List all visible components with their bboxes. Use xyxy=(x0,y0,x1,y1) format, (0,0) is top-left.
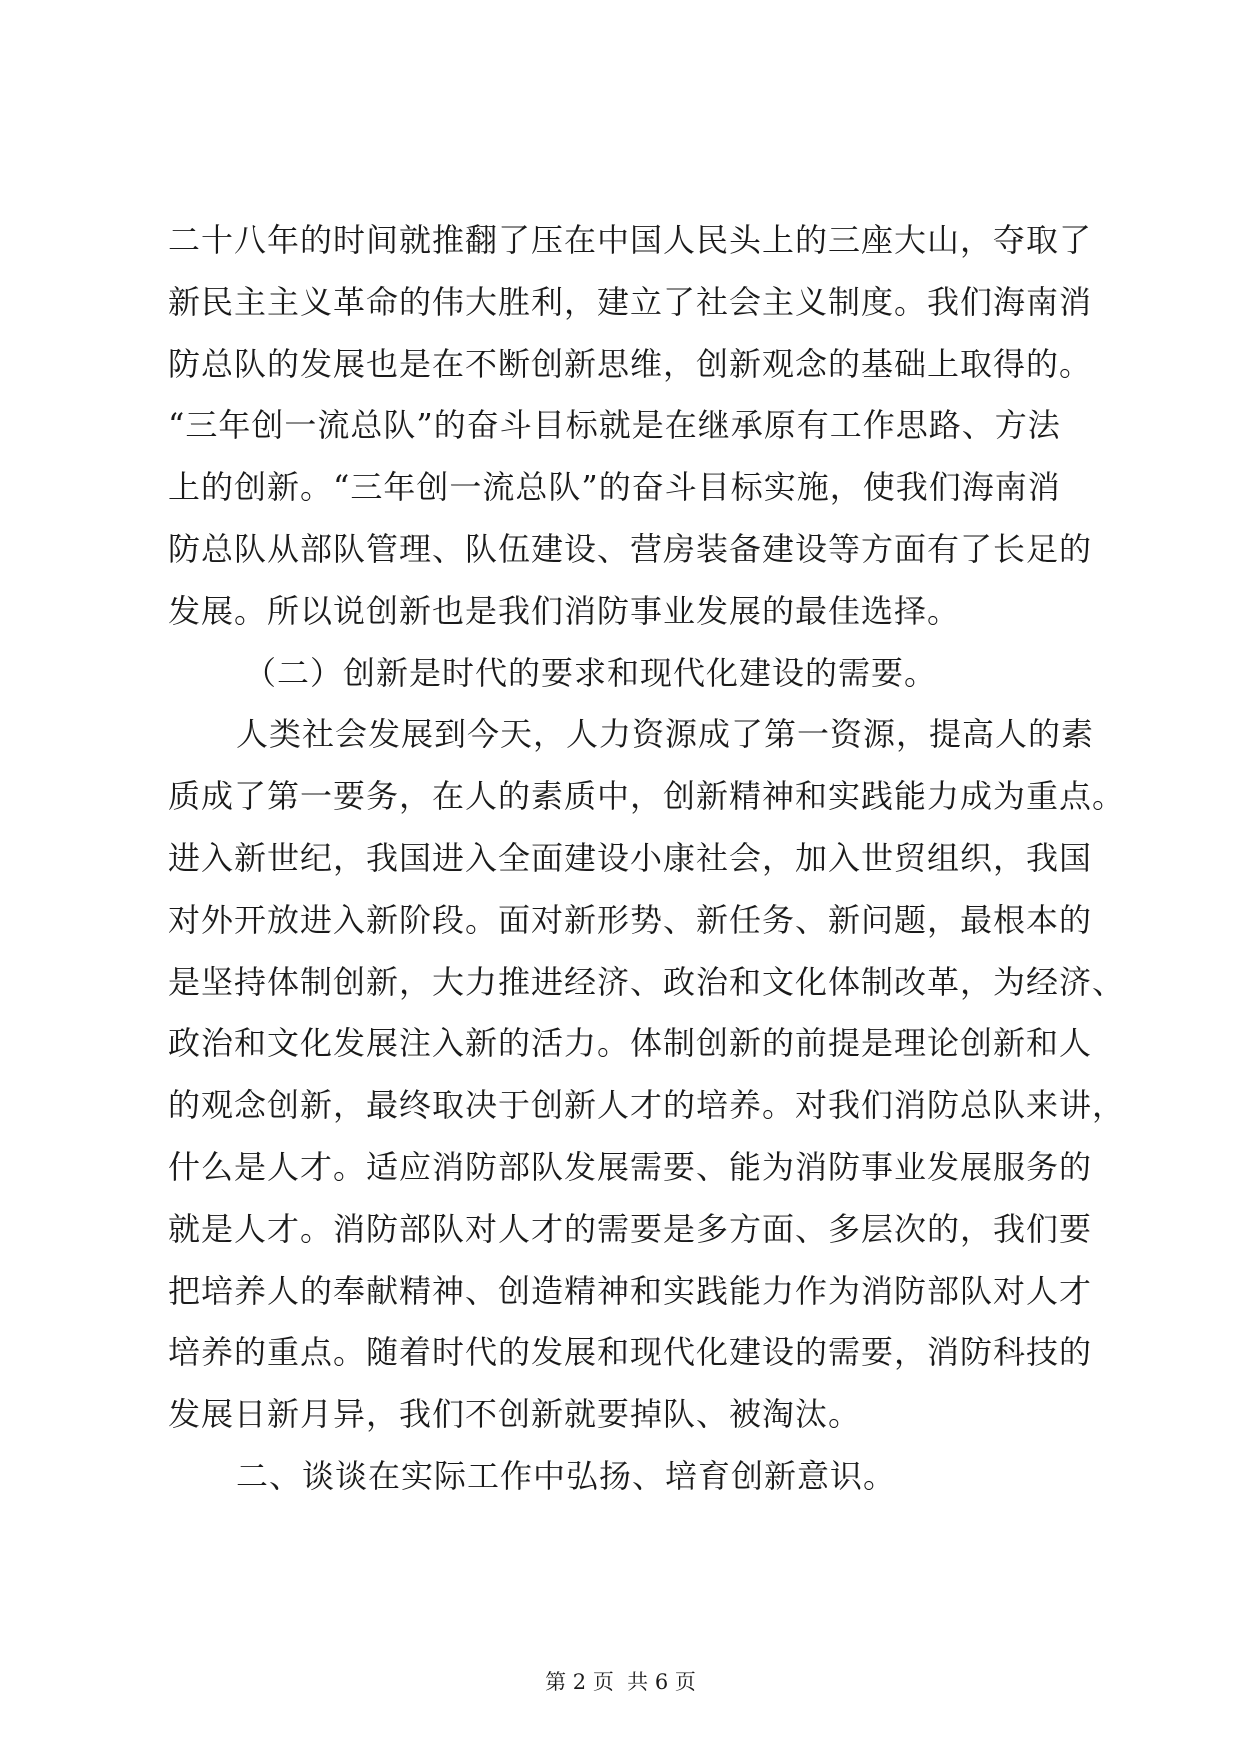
text-line-11: 进入新世纪，我国进入全面建设小康社会，加入世贸组织，我国 xyxy=(168,838,1093,877)
text-line-19: 培养的重点。随着时代的发展和现代化建设的需要，消防科技的 xyxy=(168,1333,1093,1372)
text-line-6: 防总队从部队管理、队伍建设、营房装备建设等方面有了长足的 xyxy=(168,529,1093,568)
text-line-15: 的观念创新，最终取决于创新人才的培养。对我们消防总队来讲， xyxy=(168,1086,1126,1125)
paragraph-first-line: 人类社会发展到今天，人力资源成了第一资源，提高人的素 xyxy=(236,715,1095,754)
text-line-10: 质成了第一要务，在人的素质中，创新精神和实践能力成为重点。 xyxy=(168,777,1126,816)
text-line-3: 防总队的发展也是在不断创新思维，创新观念的基础上取得的。 xyxy=(168,344,1093,383)
text-line-18: 把培养人的奉献精神、创造精神和实践能力作为消防部队对人才 xyxy=(168,1271,1093,1310)
text-line-16: 什么是人才。适应消防部队发展需要、能为消防事业发展服务的 xyxy=(168,1147,1093,1186)
text-line-7: 发展。所以说创新也是我们消防事业发展的最佳选择。 xyxy=(168,591,961,630)
text-line-2: 新民主主义革命的伟大胜利，建立了社会主义制度。我们海南消 xyxy=(168,282,1093,321)
text-line-12: 对外开放进入新阶段。面对新形势、新任务、新问题，最根本的 xyxy=(168,900,1093,939)
text-line-4: “三年创一流总队”的奋斗目标就是在继承原有工作思路、方法 xyxy=(168,406,1061,445)
section-heading: 二、谈谈在实际工作中弘扬、培育创新意识。 xyxy=(236,1456,897,1495)
text-line-1: 二十八年的时间就推翻了压在中国人民头上的三座大山，夺取了 xyxy=(168,221,1093,259)
text-line-17: 就是人才。消防部队对人才的需要是多方面、多层次的，我们要 xyxy=(168,1209,1093,1248)
text-line-13: 是坚持体制创新，大力推进经济、政治和文化体制改革，为经济、 xyxy=(168,962,1126,1001)
text-line-20: 发展日新月异，我们不创新就要掉队、被淘汰。 xyxy=(168,1395,862,1434)
page-number-footer: 第 2 页 共 6 页 xyxy=(545,1670,696,1694)
text-line-14: 政治和文化发展注入新的活力。体制创新的前提是理论创新和人 xyxy=(168,1024,1093,1063)
section-subheading: （二）创新是时代的要求和现代化建设的需要。 xyxy=(244,653,938,692)
text-line-5: 上的创新。“三年创一流总队”的奋斗目标实施，使我们海南消 xyxy=(168,468,1061,507)
document-body xyxy=(168,221,1126,1521)
